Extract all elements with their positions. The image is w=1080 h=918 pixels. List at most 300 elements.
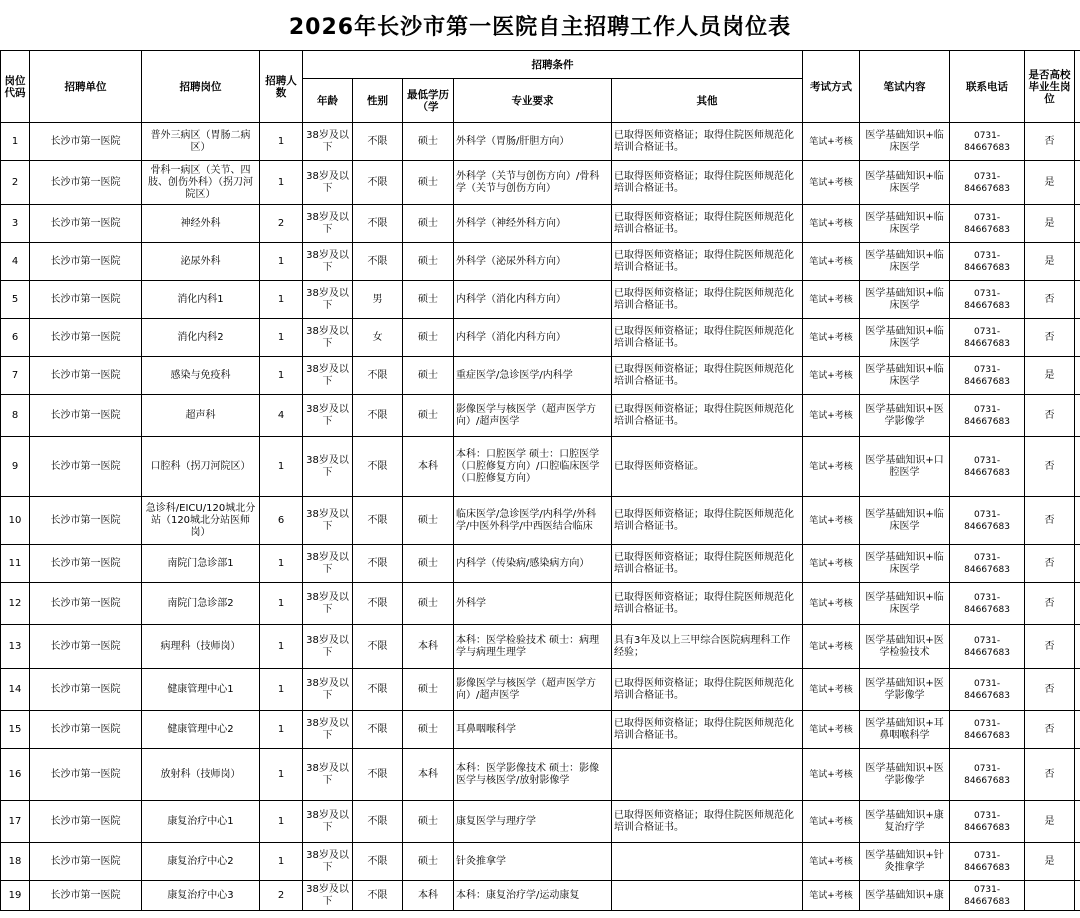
row-position: 神经外科 [142,205,260,243]
row-content: 医学基础知识+临床医学 [860,319,950,357]
row-age: 38岁及以下 [303,123,353,161]
header-count: 招聘人数 [260,51,303,123]
row-graduate: 是 [1025,843,1075,881]
row-major: 外科学（神经外科方向） [454,205,612,243]
row-major: 本科：医学影像技术 硕士：影像医学与核医学/放射影像学 [454,749,612,801]
row-education: 硕士 [403,123,454,161]
row-phone: 0731-84667683 [950,161,1025,205]
row-graduate: 是 [1025,243,1075,281]
row-education: 硕士 [403,545,454,583]
header-conditions: 招聘条件 [303,51,803,79]
row-code: 11 [1,545,30,583]
row-code: 3 [1,205,30,243]
row-phone: 0731-84667683 [950,319,1025,357]
row-gender: 不限 [353,669,403,711]
row-count: 1 [260,319,303,357]
row-unit: 长沙市第一医院 [30,843,142,881]
row-content: 医学基础知识+康 [860,881,950,911]
row-content: 医学基础知识+针灸推拿学 [860,843,950,881]
row-exam: 笔试+考核 [803,243,860,281]
row-extra [1075,669,1080,711]
row-gender: 不限 [353,123,403,161]
row-extra [1075,583,1080,625]
row-major: 外科学（泌尿外科方向） [454,243,612,281]
row-graduate: 否 [1025,711,1075,749]
row-other: 已取得医师资格证；取得住院医师规范化培训合格证书。 [612,801,803,843]
row-count: 1 [260,437,303,497]
row-exam: 笔试+考核 [803,205,860,243]
row-position: 骨科一病区（关节、四肢、创伤外科）（拐刀河院区） [142,161,260,205]
row-extra [1075,881,1080,911]
row-gender: 不限 [353,749,403,801]
row-other [612,881,803,911]
row-education: 硕士 [403,319,454,357]
row-exam: 笔试+考核 [803,711,860,749]
row-other: 已取得医师资格证；取得住院医师规范化培训合格证书。 [612,205,803,243]
row-unit: 长沙市第一医院 [30,583,142,625]
row-other: 已取得医师资格证；取得住院医师规范化培训合格证书。 [612,281,803,319]
row-unit: 长沙市第一医院 [30,437,142,497]
header-extra [1075,51,1080,123]
row-other: 已取得医师资格证；取得住院医师规范化培训合格证书。 [612,669,803,711]
table-row [1,711,1080,749]
row-unit: 长沙市第一医院 [30,545,142,583]
row-age: 38岁及以下 [303,711,353,749]
row-major: 本科：医学检验技术 硕士：病理学与病理生理学 [454,625,612,669]
row-code: 18 [1,843,30,881]
row-major: 外科学 [454,583,612,625]
row-extra [1075,437,1080,497]
row-content: 医学基础知识+临床医学 [860,497,950,545]
row-education: 硕士 [403,583,454,625]
row-education: 硕士 [403,801,454,843]
row-content: 医学基础知识+临床医学 [860,123,950,161]
row-phone: 0731-84667683 [950,881,1025,911]
row-code: 2 [1,161,30,205]
row-age: 38岁及以下 [303,161,353,205]
row-code: 19 [1,881,30,911]
row-graduate: 否 [1025,583,1075,625]
row-exam: 笔试+考核 [803,625,860,669]
row-age: 38岁及以下 [303,749,353,801]
row-unit: 长沙市第一医院 [30,669,142,711]
row-code: 10 [1,497,30,545]
page-title: 2026年长沙市第一医院自主招聘工作人员岗位表 [288,15,792,40]
row-gender: 不限 [353,497,403,545]
row-other: 已取得医师资格证；取得住院医师规范化培训合格证书。 [612,395,803,437]
row-graduate: 否 [1025,123,1075,161]
row-exam: 笔试+考核 [803,281,860,319]
row-gender: 不限 [353,843,403,881]
row-age: 38岁及以下 [303,583,353,625]
row-education: 本科 [403,881,454,911]
row-major: 内科学（消化内科方向） [454,319,612,357]
row-age: 38岁及以下 [303,281,353,319]
row-code: 15 [1,711,30,749]
row-position: 南院门急诊部2 [142,583,260,625]
table-row [1,161,1080,205]
header-code: 岗位代码 [1,51,30,123]
row-code: 1 [1,123,30,161]
row-major: 外科学（胃肠/肝胆方向） [454,123,612,161]
row-count: 1 [260,843,303,881]
row-unit: 长沙市第一医院 [30,395,142,437]
row-extra [1075,161,1080,205]
row-code: 7 [1,357,30,395]
row-unit: 长沙市第一医院 [30,123,142,161]
row-phone: 0731-84667683 [950,243,1025,281]
row-position: 康复治疗中心3 [142,881,260,911]
row-code: 5 [1,281,30,319]
row-unit: 长沙市第一医院 [30,357,142,395]
row-extra [1075,801,1080,843]
row-count: 2 [260,205,303,243]
row-age: 38岁及以下 [303,545,353,583]
row-phone: 0731-84667683 [950,801,1025,843]
table-row [1,205,1080,243]
row-graduate: 否 [1025,545,1075,583]
row-unit: 长沙市第一医院 [30,319,142,357]
row-position: 康复治疗中心2 [142,843,260,881]
row-content: 医学基础知识+耳鼻咽喉科学 [860,711,950,749]
row-phone: 0731-84667683 [950,669,1025,711]
row-other [612,749,803,801]
row-position: 消化内科1 [142,281,260,319]
row-age: 38岁及以下 [303,357,353,395]
row-position: 健康管理中心1 [142,669,260,711]
row-extra [1075,205,1080,243]
header-education: 最低学历（学 [403,79,454,123]
table-row [1,749,1080,801]
row-phone: 0731-84667683 [950,843,1025,881]
row-position: 感染与免疫科 [142,357,260,395]
row-graduate: 是 [1025,801,1075,843]
row-content: 医学基础知识+临床医学 [860,357,950,395]
row-position: 健康管理中心2 [142,711,260,749]
row-code: 6 [1,319,30,357]
row-content: 医学基础知识+临床医学 [860,161,950,205]
row-exam: 笔试+考核 [803,161,860,205]
row-extra [1075,357,1080,395]
row-phone: 0731-84667683 [950,123,1025,161]
row-education: 硕士 [403,669,454,711]
row-count: 1 [260,545,303,583]
row-gender: 不限 [353,357,403,395]
row-major: 影像医学与核医学（超声医学方向）/超声医学 [454,669,612,711]
header-major: 专业要求 [454,79,612,123]
header-age: 年龄 [303,79,353,123]
row-content: 医学基础知识+临床医学 [860,281,950,319]
row-age: 38岁及以下 [303,497,353,545]
row-education: 本科 [403,625,454,669]
table-row [1,625,1080,669]
row-extra [1075,395,1080,437]
row-major: 影像医学与核医学（超声医学方向）/超声医学 [454,395,612,437]
row-unit: 长沙市第一医院 [30,161,142,205]
row-exam: 笔试+考核 [803,123,860,161]
row-content: 医学基础知识+康复治疗学 [860,801,950,843]
row-graduate: 否 [1025,625,1075,669]
row-code: 14 [1,669,30,711]
row-extra [1075,749,1080,801]
table-row [1,357,1080,395]
row-extra [1075,625,1080,669]
positions-table [0,50,1080,911]
row-age: 38岁及以下 [303,437,353,497]
row-age: 38岁及以下 [303,669,353,711]
row-exam: 笔试+考核 [803,545,860,583]
row-other: 已取得医师资格证；取得住院医师规范化培训合格证书。 [612,161,803,205]
row-content: 医学基础知识+医学检验技术 [860,625,950,669]
row-count: 6 [260,497,303,545]
row-code: 17 [1,801,30,843]
header-other: 其他 [612,79,803,123]
row-phone: 0731-84667683 [950,545,1025,583]
row-count: 1 [260,161,303,205]
row-major: 本科：康复治疗学/运动康复 [454,881,612,911]
row-age: 38岁及以下 [303,205,353,243]
row-gender: 不限 [353,711,403,749]
row-graduate: 否 [1025,669,1075,711]
row-major: 本科：口腔医学 硕士：口腔医学（口腔修复方向）/口腔临床医学（口腔修复方向） [454,437,612,497]
row-gender: 不限 [353,545,403,583]
row-gender: 不限 [353,801,403,843]
row-graduate: 是 [1025,161,1075,205]
row-content: 医学基础知识+临床医学 [860,205,950,243]
table-row [1,843,1080,881]
row-content: 医学基础知识+临床医学 [860,243,950,281]
row-extra [1075,281,1080,319]
row-count: 1 [260,357,303,395]
row-phone: 0731-84667683 [950,281,1025,319]
row-position: 放射科（技师岗） [142,749,260,801]
row-position: 普外三病区（胃肠二病区） [142,123,260,161]
row-gender: 不限 [353,205,403,243]
row-exam: 笔试+考核 [803,669,860,711]
table-row [1,669,1080,711]
row-gender: 不限 [353,437,403,497]
row-graduate: 是 [1025,205,1075,243]
row-content: 医学基础知识+医学影像学 [860,749,950,801]
row-position: 南院门急诊部1 [142,545,260,583]
header-graduate: 是否高校毕业生岗位 [1025,51,1075,123]
row-phone: 0731-84667683 [950,357,1025,395]
row-content: 医学基础知识+临床医学 [860,545,950,583]
header-gender: 性别 [353,79,403,123]
header-written-content: 笔试内容 [860,51,950,123]
row-extra [1075,497,1080,545]
row-exam: 笔试+考核 [803,395,860,437]
row-education: 硕士 [403,281,454,319]
table-row [1,281,1080,319]
row-age: 38岁及以下 [303,243,353,281]
row-unit: 长沙市第一医院 [30,497,142,545]
row-education: 硕士 [403,357,454,395]
row-count: 1 [260,583,303,625]
table-row [1,123,1080,161]
row-graduate: 是 [1025,357,1075,395]
row-other: 已取得医师资格证；取得住院医师规范化培训合格证书。 [612,357,803,395]
row-position: 消化内科2 [142,319,260,357]
row-extra [1075,711,1080,749]
row-education: 硕士 [403,711,454,749]
row-phone: 0731-84667683 [950,437,1025,497]
row-gender: 不限 [353,583,403,625]
row-unit: 长沙市第一医院 [30,625,142,669]
row-content: 医学基础知识+医学影像学 [860,395,950,437]
row-gender: 不限 [353,395,403,437]
row-exam: 笔试+考核 [803,357,860,395]
row-phone: 0731-84667683 [950,583,1025,625]
table-row [1,881,1080,911]
row-major: 针灸推拿学 [454,843,612,881]
row-education: 硕士 [403,843,454,881]
row-count: 1 [260,801,303,843]
row-extra [1075,843,1080,881]
row-graduate [1025,881,1075,911]
row-position: 泌尿外科 [142,243,260,281]
row-graduate: 否 [1025,319,1075,357]
row-unit: 长沙市第一医院 [30,281,142,319]
row-age: 38岁及以下 [303,843,353,881]
row-exam: 笔试+考核 [803,843,860,881]
row-extra [1075,123,1080,161]
row-count: 4 [260,395,303,437]
row-unit: 长沙市第一医院 [30,711,142,749]
table-row [1,395,1080,437]
header-phone: 联系电话 [950,51,1025,123]
row-code: 4 [1,243,30,281]
row-unit: 长沙市第一医院 [30,881,142,911]
row-gender: 男 [353,281,403,319]
row-unit: 长沙市第一医院 [30,749,142,801]
row-content: 医学基础知识+口腔医学 [860,437,950,497]
row-graduate: 否 [1025,749,1075,801]
row-major: 内科学（消化内科方向） [454,281,612,319]
row-exam: 笔试+考核 [803,437,860,497]
header-position: 招聘岗位 [142,51,260,123]
row-count: 1 [260,123,303,161]
row-position: 急诊科/EICU/120城北分站（120城北分站医师岗） [142,497,260,545]
row-exam: 笔试+考核 [803,319,860,357]
row-education: 硕士 [403,205,454,243]
row-phone: 0731-84667683 [950,749,1025,801]
row-position: 口腔科（拐刀河院区） [142,437,260,497]
table-body [1,123,1080,911]
header-exam-method: 考试方式 [803,51,860,123]
table-row [1,583,1080,625]
header-unit: 招聘单位 [30,51,142,123]
row-major: 内科学（传染病/感染病方向） [454,545,612,583]
row-education: 本科 [403,437,454,497]
row-count: 1 [260,669,303,711]
row-count: 1 [260,749,303,801]
row-code: 9 [1,437,30,497]
row-age: 38岁及以下 [303,881,353,911]
row-age: 38岁及以下 [303,319,353,357]
table-row [1,801,1080,843]
row-other [612,843,803,881]
row-other: 已取得医师资格证；取得住院医师规范化培训合格证书。 [612,711,803,749]
row-phone: 0731-84667683 [950,497,1025,545]
row-other: 已取得医师资格证。 [612,437,803,497]
row-graduate: 否 [1025,395,1075,437]
row-gender: 不限 [353,243,403,281]
row-exam: 笔试+考核 [803,801,860,843]
row-major: 耳鼻咽喉科学 [454,711,612,749]
row-unit: 长沙市第一医院 [30,243,142,281]
row-count: 1 [260,625,303,669]
row-education: 硕士 [403,161,454,205]
row-age: 38岁及以下 [303,395,353,437]
row-education: 硕士 [403,243,454,281]
row-other: 已取得医师资格证；取得住院医师规范化培训合格证书。 [612,243,803,281]
row-other: 具有3年及以上三甲综合医院病理科工作经验； [612,625,803,669]
row-position: 康复治疗中心1 [142,801,260,843]
table-row [1,437,1080,497]
row-other: 已取得医师资格证；取得住院医师规范化培训合格证书。 [612,123,803,161]
row-graduate: 否 [1025,437,1075,497]
row-other: 已取得医师资格证；取得住院医师规范化培训合格证书。 [612,583,803,625]
table-row [1,497,1080,545]
row-count: 1 [260,281,303,319]
row-code: 12 [1,583,30,625]
row-code: 8 [1,395,30,437]
row-gender: 不限 [353,625,403,669]
row-age: 38岁及以下 [303,801,353,843]
row-phone: 0731-84667683 [950,205,1025,243]
row-graduate: 否 [1025,497,1075,545]
row-extra [1075,545,1080,583]
row-gender: 女 [353,319,403,357]
row-extra [1075,319,1080,357]
row-graduate: 否 [1025,281,1075,319]
row-phone: 0731-84667683 [950,395,1025,437]
row-major: 临床医学/急诊医学/内科学/外科学/中医外科学/中西医结合临床 [454,497,612,545]
row-gender: 不限 [353,161,403,205]
row-education: 本科 [403,749,454,801]
row-other: 已取得医师资格证；取得住院医师规范化培训合格证书。 [612,497,803,545]
row-unit: 长沙市第一医院 [30,801,142,843]
row-major: 外科学（关节与创伤方向）/骨科学（关节与创伤方向） [454,161,612,205]
row-count: 2 [260,881,303,911]
row-major: 重症医学/急诊医学/内科学 [454,357,612,395]
row-exam: 笔试+考核 [803,583,860,625]
table-row [1,243,1080,281]
row-exam: 笔试+考核 [803,749,860,801]
row-count: 1 [260,243,303,281]
row-other: 已取得医师资格证；取得住院医师规范化培训合格证书。 [612,545,803,583]
row-code: 13 [1,625,30,669]
row-exam: 笔试+考核 [803,497,860,545]
row-phone: 0731-84667683 [950,625,1025,669]
row-code: 16 [1,749,30,801]
table-row [1,545,1080,583]
row-position: 超声科 [142,395,260,437]
row-extra [1075,243,1080,281]
row-education: 硕士 [403,395,454,437]
row-position: 病理科（技师岗） [142,625,260,669]
row-other: 已取得医师资格证；取得住院医师规范化培训合格证书。 [612,319,803,357]
row-count: 1 [260,711,303,749]
row-age: 38岁及以下 [303,625,353,669]
row-content: 医学基础知识+临床医学 [860,583,950,625]
row-phone: 0731-84667683 [950,711,1025,749]
table-row [1,319,1080,357]
row-gender: 不限 [353,881,403,911]
row-education: 硕士 [403,497,454,545]
row-major: 康复医学与理疗学 [454,801,612,843]
